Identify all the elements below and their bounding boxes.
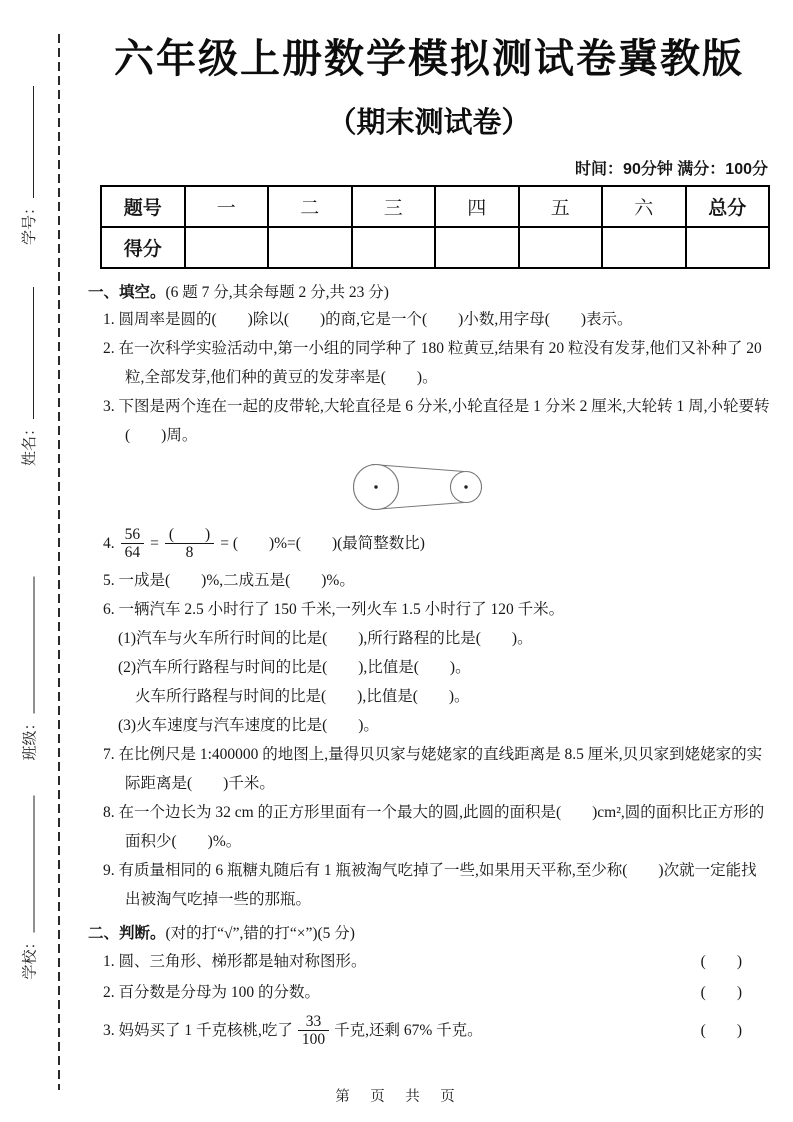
section-two-heading xyxy=(88,922,770,946)
question-2: 2. 在一次科学实验活动中,第一小组的同学种了 180 粒黄豆,结果有 20 粒没有发芽,他们又补种了 20 粒,全部发芽,他们种的黄豆的发芽率是( )。 xyxy=(103,340,762,386)
fraction-denominator: 100 xyxy=(301,1030,326,1048)
score-table-header-cell: 四 xyxy=(435,186,519,227)
score-row-label: 得分 xyxy=(101,227,185,268)
fraction-numerator: 56 xyxy=(121,526,145,544)
margin-field-student-id xyxy=(19,75,41,245)
section-one-heading xyxy=(88,281,770,305)
score-table-header-cell: 五 xyxy=(519,186,603,227)
score-table-header-cell: 二 xyxy=(268,186,352,227)
question-9: 9. 有质量相同的 6 瓶糖丸随后有 1 瓶被淘气吃掉了一些,如果用天平称,至少称( )次就一定能找出被淘气吃掉一些的那瓶。 xyxy=(103,862,757,908)
answer-blank: ( ) xyxy=(700,953,742,970)
question-1: 1. 圆周率是圆的( )除以( )的商,它是一个( )小数,用字母( )表示。 xyxy=(103,311,633,328)
student-id-blank-line xyxy=(19,86,34,198)
equals-sign: = xyxy=(150,534,159,552)
page-subtitle: （期末测试卷） xyxy=(327,107,531,139)
exam-time-score-info: 时间：90分钟 满分：100分 xyxy=(575,161,768,178)
score-table-score-row xyxy=(101,227,769,268)
class-label: 班级： xyxy=(22,715,39,761)
question-6-sub-1: (1)汽车与火车所行时间的比是( ),所行路程的比是( )。 xyxy=(118,630,533,647)
footer-page-indicator: 第 页 共 页 xyxy=(335,1089,458,1105)
fraction-denominator: 8 xyxy=(185,543,194,561)
small-pulley-center-dot xyxy=(464,485,467,488)
question-6-intro: 6. 一辆汽车 2.5 小时行了 150 千米,一列火车 1.5 小时行了 120 千米。 xyxy=(103,601,565,618)
margin-field-name xyxy=(19,276,41,466)
question-7: 7. 在比例尺是 1:400000 的地图上,量得贝贝家与姥姥家的直线距离是 8.5 厘米,贝贝家到姥姥家的实际距离是( )千米。 xyxy=(103,746,763,792)
margin-field-class xyxy=(20,566,42,761)
score-cell xyxy=(435,227,519,268)
question-4 xyxy=(103,520,770,566)
page-title: 六年级上册数学模拟测试卷冀教版 xyxy=(114,37,744,81)
section-two-title: 二、判断。 xyxy=(88,925,166,942)
score-table-header-row xyxy=(101,186,769,227)
judgment-2-text: 2. 百分数是分母为 100 的分数。 xyxy=(103,984,321,1001)
answer-blank: ( ) xyxy=(700,1021,742,1039)
section-one-note: (6 题 7 分,其余每题 2 分,共 23 分) xyxy=(165,284,389,301)
score-table-header-cell: 一 xyxy=(185,186,269,227)
score-cell xyxy=(602,227,686,268)
score-cell xyxy=(352,227,436,268)
fraction-numerator: 33 xyxy=(298,1013,329,1031)
margin-dashed-line xyxy=(58,34,60,1090)
fraction-numerator: ( ) xyxy=(165,526,214,544)
exam-content xyxy=(88,28,770,1052)
school-blank-line xyxy=(20,795,35,932)
judgment-1-text: 1. 圆、三角形、梯形都是轴对称图形。 xyxy=(103,953,367,970)
score-cell xyxy=(519,227,603,268)
judgment-3-pre: 3. 妈妈买了 1 千克核桃,吃了 xyxy=(103,1021,293,1039)
judgment-row-1 xyxy=(103,946,770,977)
section-one-title: 一、填空。 xyxy=(88,284,166,301)
question-3: 3. 下图是两个连在一起的皮带轮,大轮直径是 6 分米,小轮直径是 1 分米 2 厘米,大轮转 1 周,小轮要转( )周。 xyxy=(103,398,770,444)
large-pulley-center-dot xyxy=(374,485,377,488)
score-table-header-cell: 题号 xyxy=(101,186,185,227)
question-4-rest: = ( )%=( )(最简整数比) xyxy=(220,534,425,552)
score-table-header-cell: 六 xyxy=(602,186,686,227)
pulley-belt-svg xyxy=(328,454,546,518)
score-cell xyxy=(686,227,770,268)
class-blank-line xyxy=(20,576,35,713)
school-label: 学校： xyxy=(22,934,39,980)
question-8: 8. 在一个边长为 32 cm 的正方形里面有一个最大的圆,此圆的面积是( )cm²,圆的面积比正方形的面积少( )%。 xyxy=(103,804,765,850)
score-table xyxy=(100,185,770,269)
answer-blank: ( ) xyxy=(700,984,742,1001)
name-label: 姓名： xyxy=(22,420,38,466)
score-table-header-cell: 三 xyxy=(352,186,436,227)
name-blank-line xyxy=(19,287,34,419)
score-cell xyxy=(268,227,352,268)
judgment-3-post: 千克,还剩 67% 千克。 xyxy=(334,1021,483,1039)
question-5: 5. 一成是( )%,二成五是( )%。 xyxy=(103,572,355,589)
margin-field-school xyxy=(20,785,42,980)
judgment-row-3 xyxy=(103,1008,770,1052)
question-4-number: 4. xyxy=(103,534,115,552)
judgment-row-2 xyxy=(103,977,770,1008)
judgment-3-text xyxy=(103,1013,483,1048)
fraction-blank-over-8 xyxy=(165,526,214,561)
section-two-note: (对的打“√”,错的打“×”)(5 分) xyxy=(165,925,355,942)
pulley-belt-diagram xyxy=(328,454,546,518)
score-cell xyxy=(185,227,269,268)
fraction-denominator: 64 xyxy=(124,543,141,561)
question-6-sub-3: (3)火车速度与汽车速度的比是( )。 xyxy=(118,717,379,734)
question-6-sub-2b: 火车所行路程与时间的比是( ),比值是( )。 xyxy=(135,688,470,705)
student-id-label: 学号： xyxy=(22,199,38,245)
fraction-33-100 xyxy=(298,1013,329,1048)
question-6-sub-2: (2)汽车所行路程与时间的比是( ),比值是( )。 xyxy=(118,659,471,676)
fraction-56-64 xyxy=(121,526,145,561)
score-table-header-cell: 总分 xyxy=(686,186,770,227)
